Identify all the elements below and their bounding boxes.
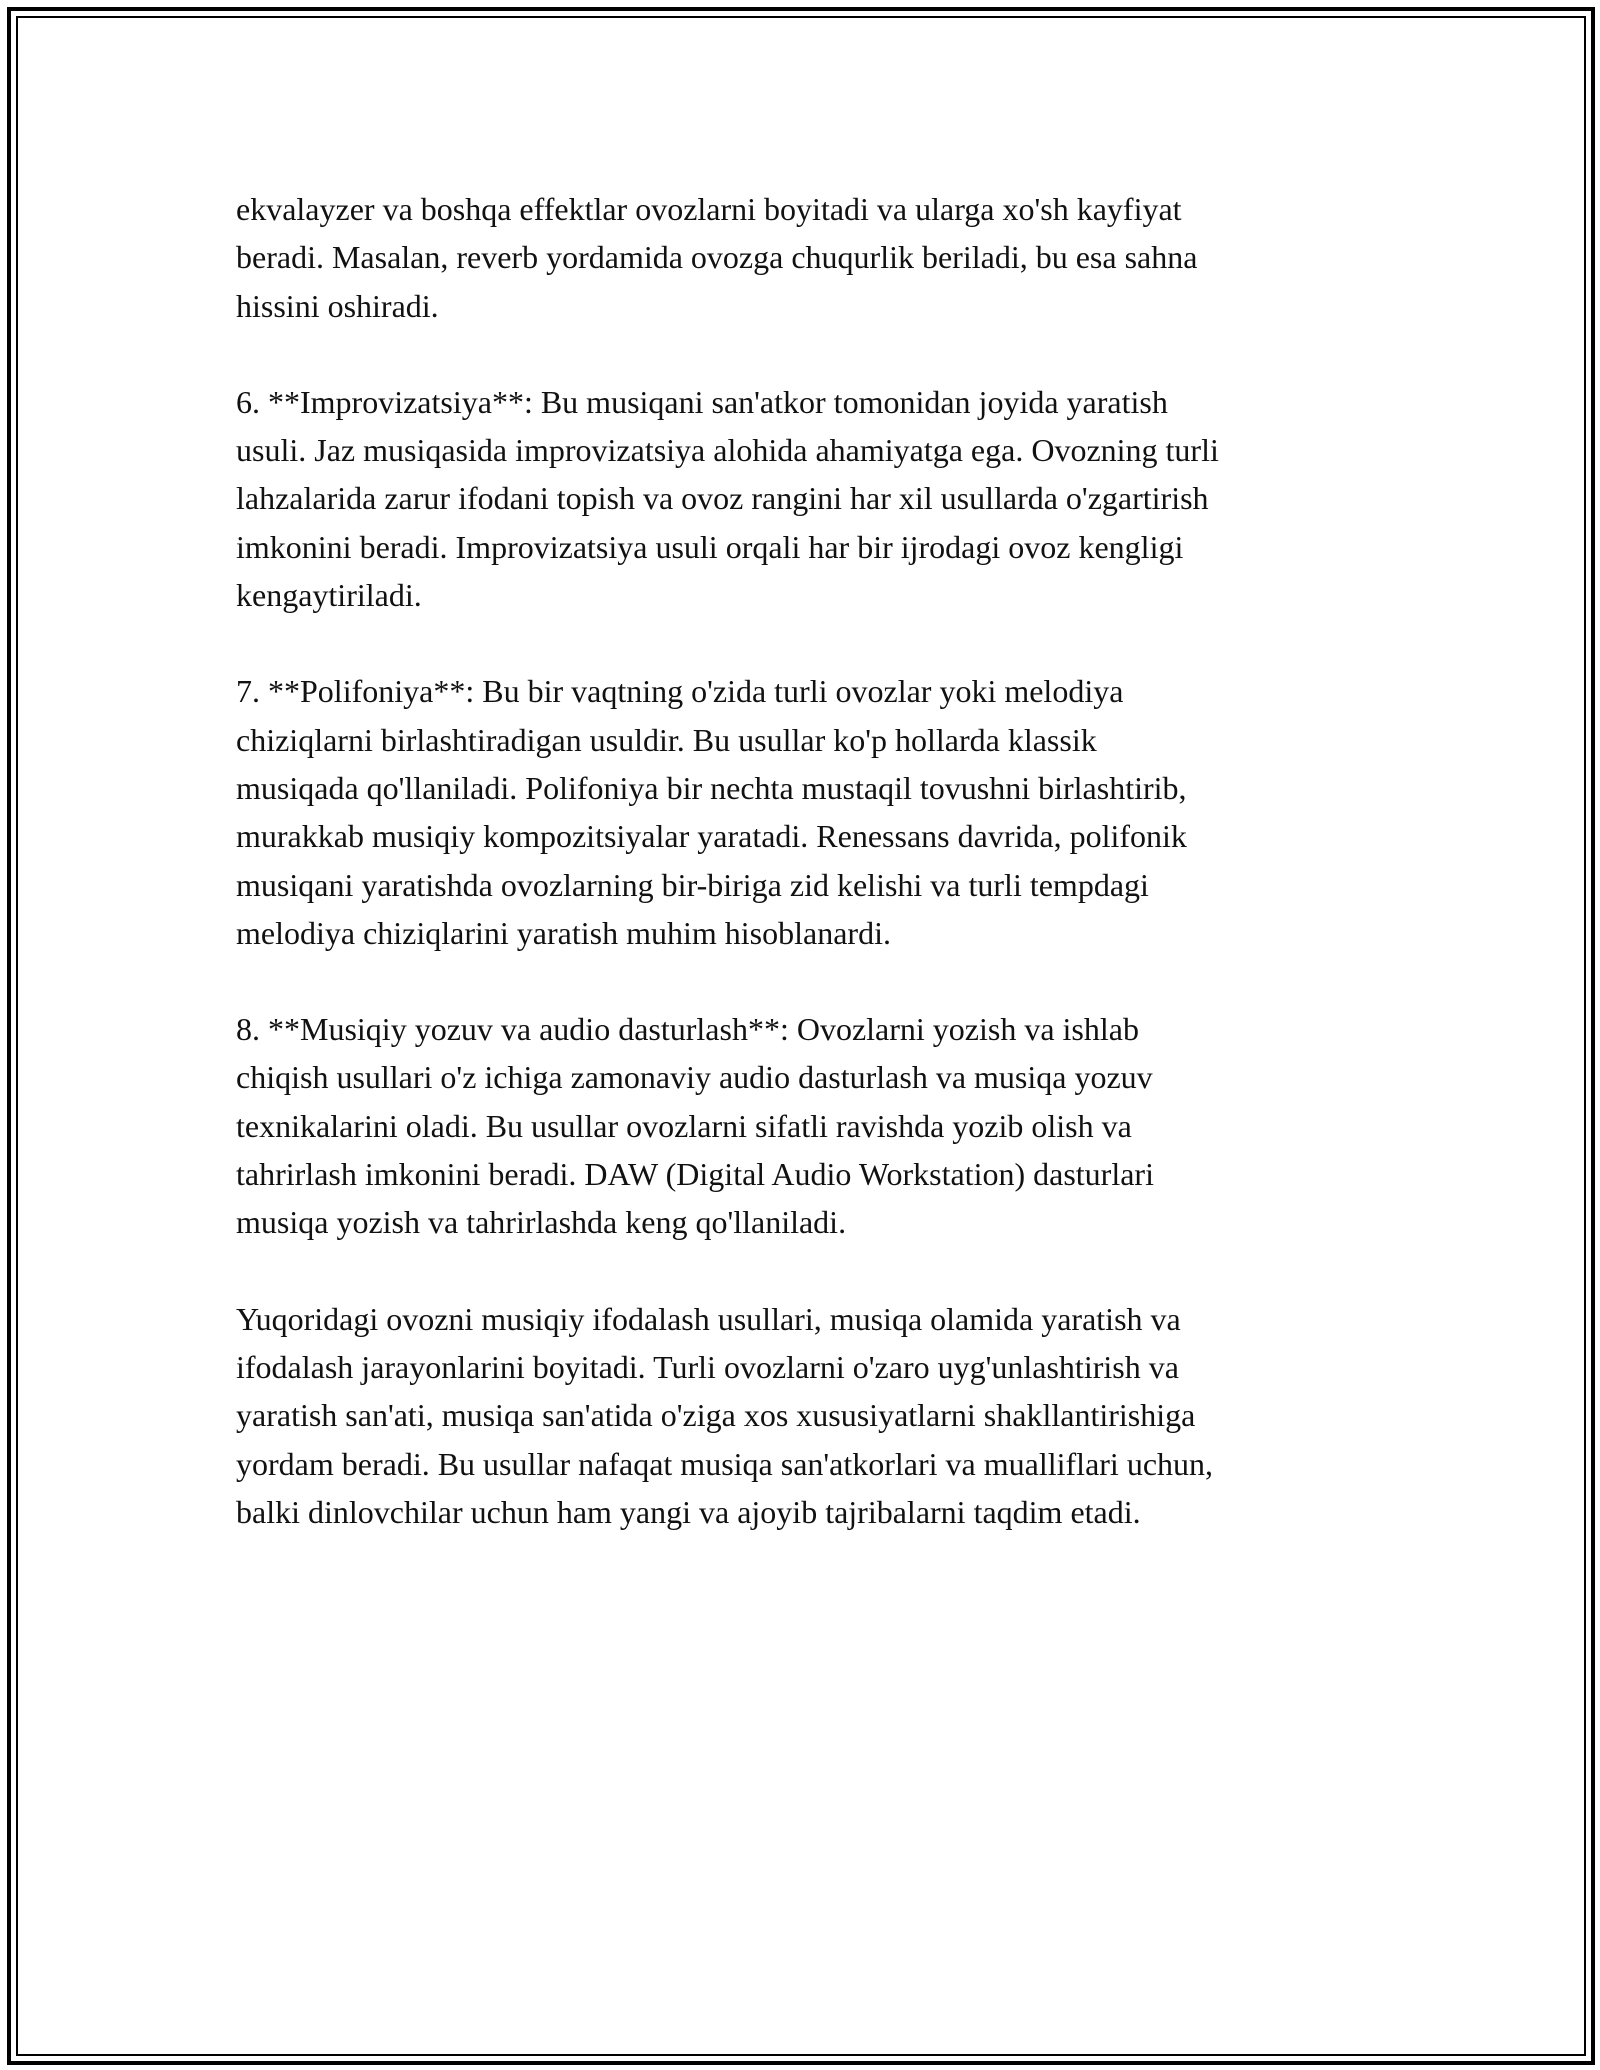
paragraph-improvisation: 6. **Improvizatsiya**: Bu musiqani san'atkor tomonidan joyida yaratish usuli. Jaz musiqasida improvizatsiya alohida ahamiyatga ega. Ovozning turli lahzalarida zarur ifodani topish va ovoz rangini har xil usullarda o'zgartirish imkonini beradi. Improvizatsiya usuli orqali har bir ijrodagi ovoz kengligi kengaytiriladi. [236,383,1219,614]
paragraph-conclusion: Yuqoridagi ovozni musiqiy ifodalash usullari, musiqa olamida yaratish va ifodalash jarayonlarini boyitadi. Turli ovozlarni o'zaro uyg'unlashtirish va yaratish san'ati, musiqa san'atida o'ziga xos xususiyatlarni shakllantirishiga yordam beradi. Bu usullar nafaqat musiqa san'atkorlari va mualliflari uchun, balki dinlovchilar uchun ham yangi va ajoyib tajribalarni taqdim etadi. [236,1300,1214,1530]
document-body [236,185,1376,1584]
paragraph-music-recording: 8. **Musiqiy yozuv va audio dasturlash**: Ovozlarni yozish va ishlab chiqish usullari o'z ichiga zamonaviy audio dasturlash va musiqa yozuv texnikalarini oladi. Bu usullar ovozlarni sifatli ravishda yozib olish va tahrirlash imkonini beradi. DAW (Digital Audio Workstation) dasturlari musiqa yozish va tahrirlashda keng qo'llaniladi. [236,1011,1154,1241]
paragraph-polyphony: 7. **Polifoniya**: Bu bir vaqtning o'zida turli ovozlar yoki melodiya chiziqlarni birlashtiradigan usuldir. Bu usullar ko'p hollarda klassik musiqada qo'llaniladi. Polifoniya bir nechta mustaqil tovushni birlashtirib, murakkab musiqiy kompozitsiyalar yaratadi. Renessans davrida, polifonik musiqani yaratishda ovozlarning bir-biriga zid kelishi va turli tempdagi melodiya chiziqlarini yaratish muhim hisoblanardi. [236,673,1187,951]
paragraph-effects-continuation: ekvalayzer va boshqa effektlar ovozlarni boyitadi va ularga xo'sh kayfiyat beradi. Masalan, reverb yordamida ovozga chuqurlik beriladi, bu esa sahna hissini oshiradi. [236,191,1198,324]
